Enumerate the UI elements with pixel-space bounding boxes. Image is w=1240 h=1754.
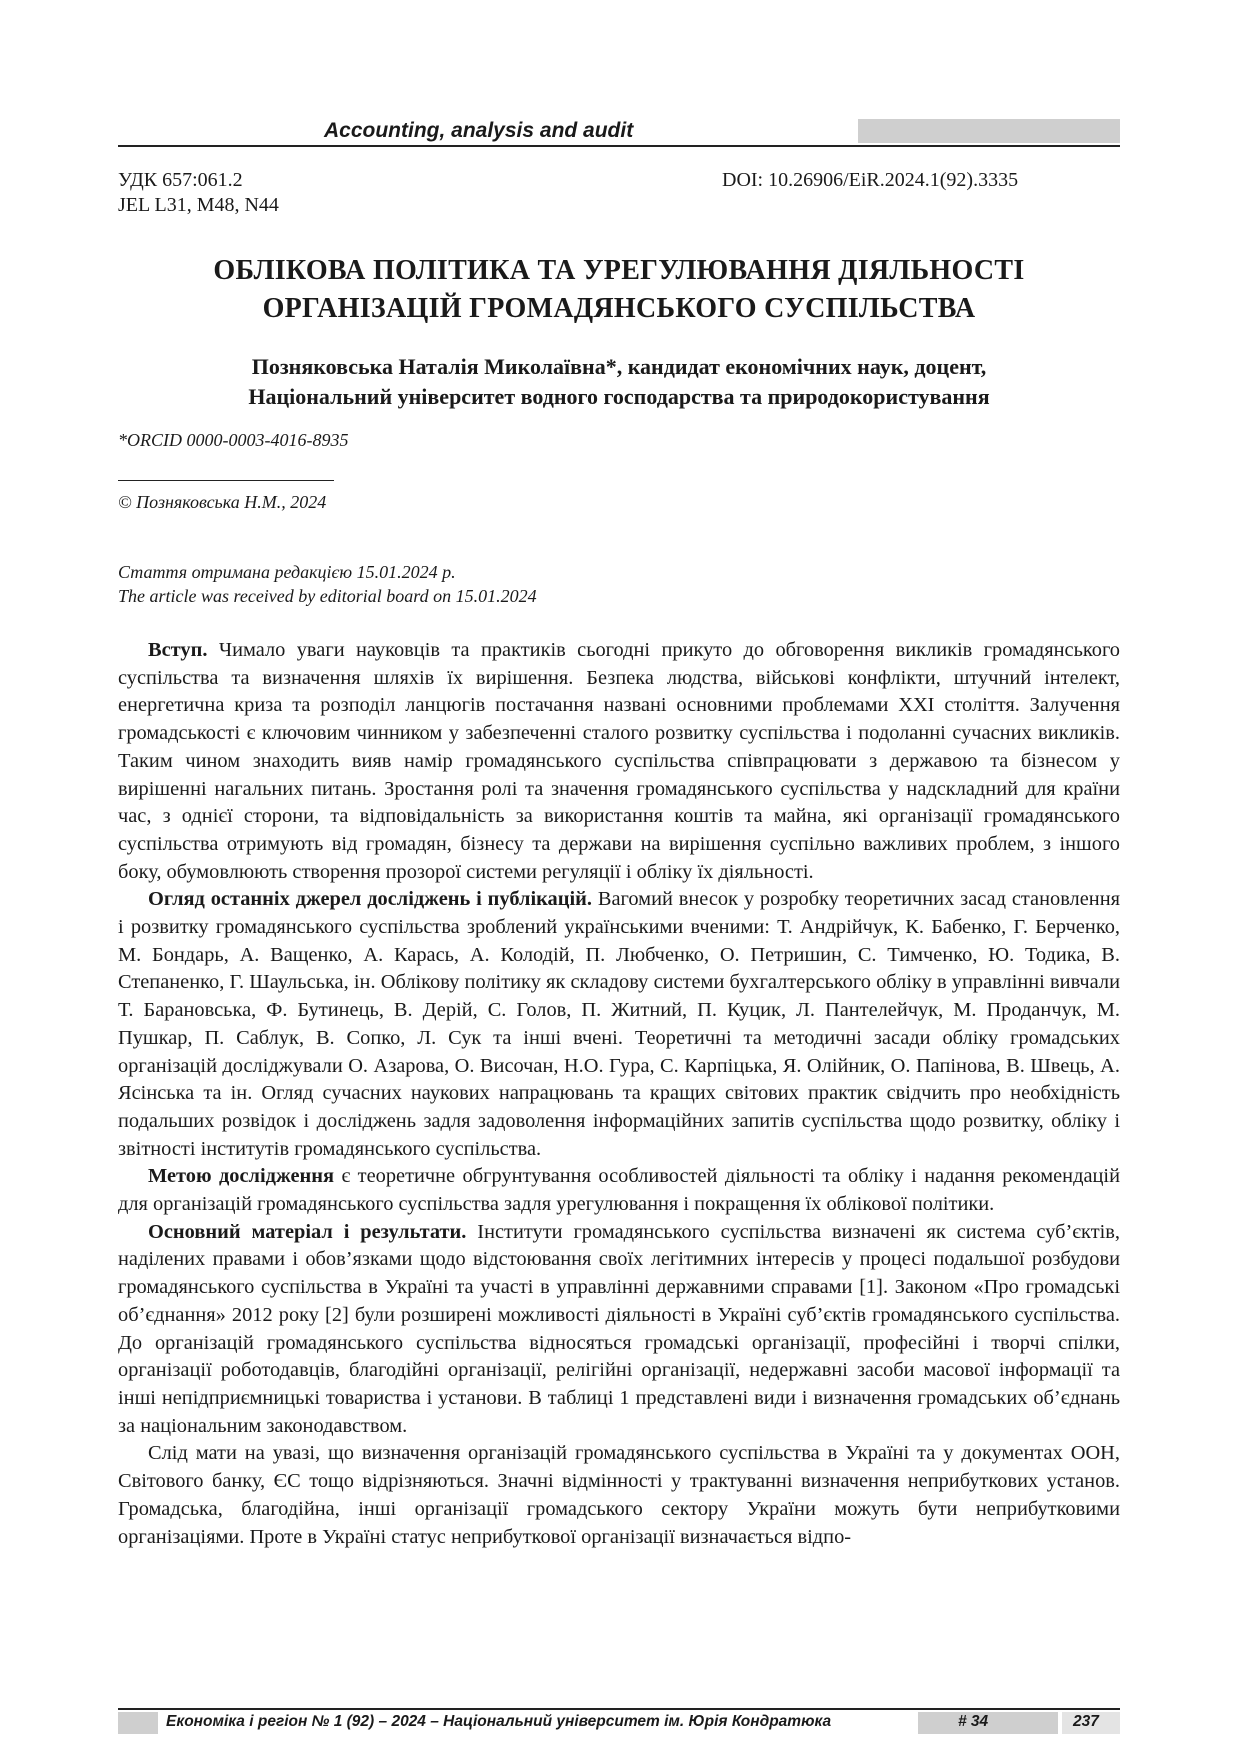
paragraph-lead: Огляд останніх джерел досліджень і публікацій. bbox=[148, 888, 593, 911]
orcid: *ORCID 0000-0003-4016-8935 bbox=[118, 430, 349, 450]
doi: DOI: 10.26906/EiR.2024.1(92).3335 bbox=[722, 169, 1019, 191]
header-rule bbox=[118, 145, 1120, 147]
footnote-rule bbox=[118, 480, 334, 481]
footer-issue: # 34 bbox=[958, 1713, 989, 1730]
footer-journal: Економіка і регіон № 1 (92) – 2024 – Національний університет ім. Юрія Кондратюка bbox=[166, 1713, 832, 1730]
footer-rule bbox=[118, 1708, 1120, 1710]
classification-codes bbox=[118, 168, 279, 218]
received-ua: Стаття отримана редакцією 15.01.2024 р. bbox=[118, 562, 456, 582]
paragraph-lead: Вступ. bbox=[148, 639, 208, 661]
jel-code: JEL L31, M48, N44 bbox=[118, 194, 279, 216]
running-header-title: Accounting, analysis and audit bbox=[324, 119, 634, 142]
running-header bbox=[118, 117, 1120, 147]
paragraph-text: є теоретичне обгрунтування особливостей діяльності та обліку і надання рекомендацій для організацій громадянського суспільства задля урегулювання і покращення їх облікової політики. bbox=[118, 1165, 1120, 1216]
paragraph-introduction bbox=[118, 637, 1120, 886]
paragraph-lead: Метою дослідження bbox=[148, 1165, 335, 1188]
udc-code: УДК 657:061.2 bbox=[118, 169, 243, 191]
received-en: The article was received by editorial board on 15.01.2024 bbox=[118, 586, 537, 606]
paragraph-text: Слід мати на увазі, що визначення організацій громадянського суспільства в Україні та у документах ООН, Світового банку, ЄС тощо відрізняються. Значні відмінності у трактуванні визначення неприбуткових установ. Громадська, благодійна, інші організації громадського сектору України можуть бути неприбутковими організаціями. Проте в Україні статус неприбуткової організації визначається відпо- bbox=[118, 1442, 1120, 1548]
paragraph-text: Чимало уваги науковців та практиків сьогодні прикуто до обговорення викликів громадянського суспільства та визначення шляхів їх вирішення. Безпека людства, військові конфлікти, штучний інтелект, енергетична криза та розподіл ланцюгів постачання названі основними проблемами ХХІ століття. Залучення громадськості є ключовим чинником у забезпеченні сталого розвитку суспільства і подоланні сучасних викликів. Таким чином знаходить вияв намір громадянського суспільства співпрацювати з державою та бізнесом у вирішенні нагальних питань. Зростання ролі та значення громадянського суспільства у надскладний для країни час, з однієї сторони, та відповідальність за використання коштів та майна, які організації громадянського суспільства отримують від громадян, бізнесу та держави на вирішення суспільно важливих проблем, з іншого боку, обумовлюють створення прозорої системи регуляції і обліку їх діяльності. bbox=[118, 639, 1120, 883]
article-title-line-1: ОБЛІКОВА ПОЛІТИКА ТА УРЕГУЛЮВАННЯ ДІЯЛЬНОСТІ bbox=[213, 255, 1025, 286]
paragraph-lead: Основний матеріал і результати. bbox=[148, 1220, 467, 1243]
footer-band-left bbox=[118, 1712, 158, 1734]
article-title bbox=[118, 252, 1120, 328]
header-band-right bbox=[858, 119, 1120, 143]
paragraph-text: Вагомий внесок у розробку теоретичних засад становлення і розвитку громадянського суспільства зроблений українськими вченими: Т. Андрійчук, К. Бабенко, Г. Берченко, М. Бондарь, А. Ващенко, А. Карась, А. Колодій, П. Любченко, О. Петришин, С. Тимченко, Ю. Тодика, В. Степаненко, Г. Шаульська, ін. Облікову політику як складову системи бухгалтерського обліку в управлінні вивчали Т. Барановська, Ф. Бутинець, В. Дерій, С. Голов, П. Житний, П. Куцик, Л. Пантелейчук, М. Проданчук, М. Пушкар, П. Саблук, В. Сопко, Л. Сук та інші вчені. Теоретичні та методичні засади обліку громадських організацій досліджували О. Азарова, О. Височан, Н.О. Гура, С. Карпіцька, Я. Олійник, О. Папінова, В. Швець, А. Ясінська та ін. Огляд сучасних наукових напрацювань та кращих світових практик свідчить про необхідність подальших розвідок і досліджень задля задоволення інформаційних запитів суспільства щодо розвитку, обліку і звітності інститутів громадянського суспільства. bbox=[118, 888, 1120, 1160]
page-footer bbox=[118, 1708, 1120, 1734]
paragraph-research-aim bbox=[118, 1163, 1120, 1218]
article-body bbox=[118, 637, 1120, 1551]
paragraph-text: Інститути громадянського суспільства визначені як система суб’єктів, наділених правами і обов’язками щодо відстоювання своїх легітимних інтересів у процесі подальшої розбудови громадянського суспільства в Україні та участі в управлінні державними справами [1]. Законом «Про громадські об’єднання» 2012 року [2] були розширені можливості діяльності в Україні суб’єктів громадянського суспільства. До організацій громадянського суспільства відносяться громадські організації, професійні і творчі спілки, організації роботодавців, благодійні організації, релігійні організації, недержавні засоби масової інформації та інші непідприємницькі товариства і установи. В таблиці 1 представлені види і визначення громадських об’єднань за національним законодавством. bbox=[118, 1220, 1120, 1437]
page-number: 237 bbox=[1073, 1713, 1099, 1730]
paragraph-literature-review bbox=[118, 886, 1120, 1163]
author-line-1: Позняковська Наталія Миколаївна*, кандидат економічних наук, доцент, bbox=[251, 354, 987, 379]
author-info bbox=[118, 352, 1120, 412]
paragraph-definitions bbox=[118, 1440, 1120, 1551]
copyright: © Позняковська Н.М., 2024 bbox=[118, 492, 327, 512]
author-line-2: Національний університет водного господарства та природокористування bbox=[248, 384, 990, 409]
paragraph-main-results bbox=[118, 1219, 1120, 1441]
article-title-line-2: ОРГАНІЗАЦІЙ ГРОМАДЯНСЬКОГО СУСПІЛЬСТВА bbox=[262, 293, 976, 324]
